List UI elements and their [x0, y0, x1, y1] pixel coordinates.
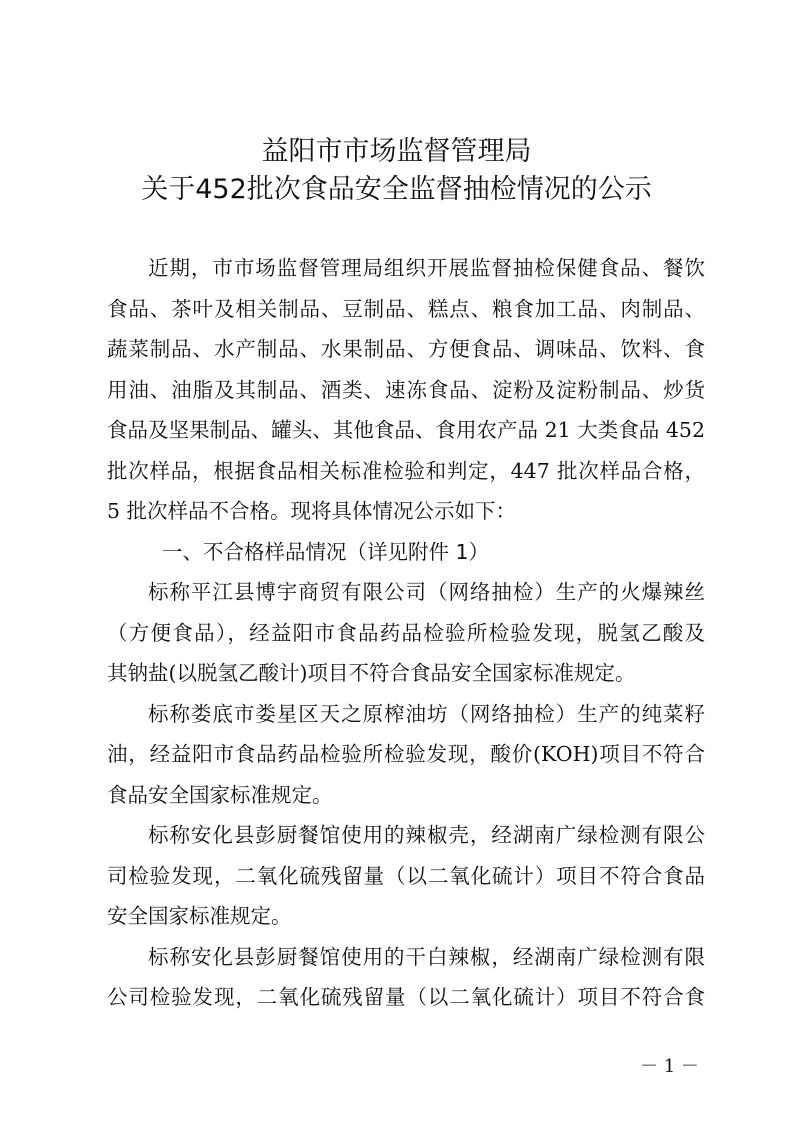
text-line: 5 批次样品不合格。现将具体情况公示如下：	[107, 499, 517, 523]
text-line: 公司检验发现，二氧化硫残留量（以二氧化硫计）项目不符合食	[107, 985, 705, 1009]
text-line: 其钠盐(以脱氢乙酸计)项目不符合食品安全国家标准规定。	[107, 661, 636, 685]
section-heading: 一、不合格样品情况（详见附件 1）	[162, 539, 490, 564]
text-line: 标称平江县博宇商贸有限公司（网络抽检）生产的火爆辣丝	[148, 580, 705, 604]
text-line: 蔬菜制品、水产制品、水果制品、方便食品、调味品、饮料、食	[107, 337, 705, 361]
text-line: 油，经益阳市食品药品检验所检验发现，酸价(KOH)项目不符合	[107, 742, 705, 766]
page-number: － 1 －	[640, 1056, 699, 1077]
document-title-line2: 关于452批次食品安全监督抽检情况的公示	[141, 174, 652, 205]
text-line: （方便食品），经益阳市食品药品检验所检验发现，脱氢乙酸及	[107, 620, 705, 645]
text-line: 标称安化县彭厨餐馆使用的干白辣椒，经湖南广绿检测有限	[148, 944, 705, 969]
document-body	[107, 248, 705, 1018]
text-line: 标称安化县彭厨餐馆使用的辣椒壳，经湖南广绿检测有限公	[148, 823, 705, 847]
text-line: 批次样品，根据食品相关标准检验和判定，447 批次样品合格，	[107, 458, 705, 483]
text-line: 标称娄底市娄星区天之原榨油坊（网络抽检）生产的纯菜籽	[148, 701, 705, 726]
text-line: 食品安全国家标准规定。	[107, 782, 333, 807]
text-line: 司检验发现，二氧化硫残留量（以二氧化硫计）项目不符合食品	[107, 863, 705, 888]
text-line: 食品、茶叶及相关制品、豆制品、糕点、粮食加工品、肉制品、	[107, 296, 705, 321]
text-line: 近期，市市场监督管理局组织开展监督抽检保健食品、餐饮	[148, 256, 705, 280]
text-line: 食品及坚果制品、罐头、其他食品、食用农产品 21 大类食品 452	[107, 418, 705, 442]
text-line: 安全国家标准规定。	[107, 904, 292, 928]
text-line: 用油、油脂及其制品、酒类、速冻食品、淀粉及淀粉制品、炒货	[107, 377, 705, 402]
document-title-line1: 益阳市市场监督管理局	[261, 136, 532, 167]
